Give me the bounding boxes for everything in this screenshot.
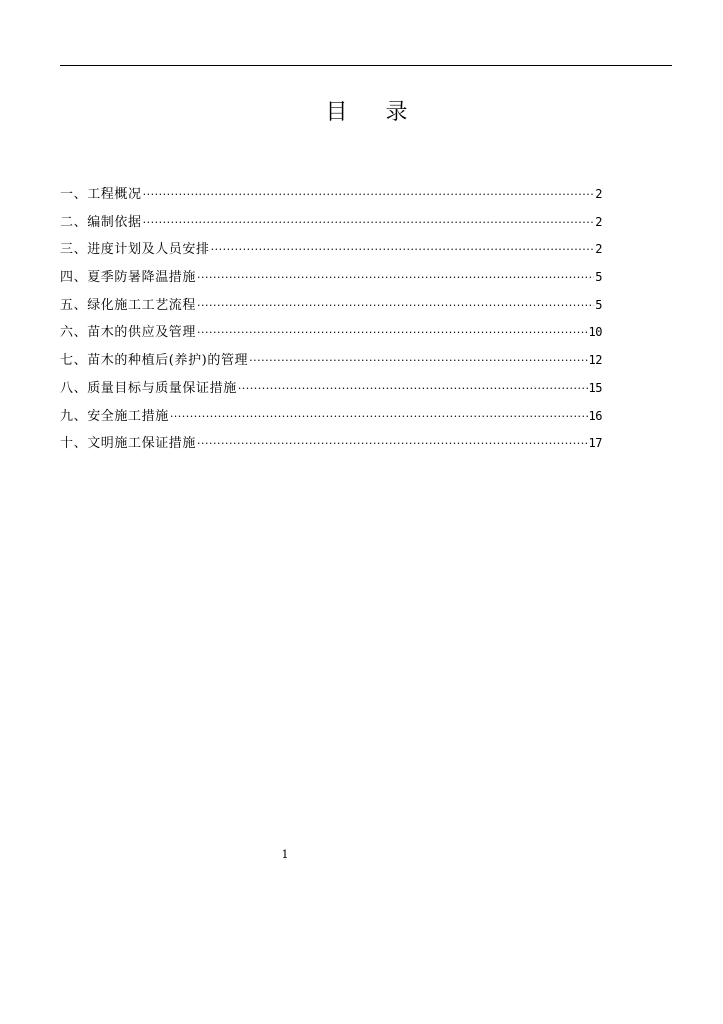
- toc-dot-leader: [170, 407, 588, 427]
- toc-dot-leader: [211, 240, 595, 260]
- page-title: [0, 99, 723, 127]
- toc-entry-page: 5: [595, 270, 602, 285]
- toc-entry[interactable]: [60, 322, 602, 350]
- toc-dot-leader: [197, 434, 588, 454]
- toc-entry-label: 一、工程概况: [60, 187, 142, 202]
- toc-entry-page: 2: [595, 242, 602, 257]
- page-number: 1: [281, 848, 289, 861]
- title-char-2: 录: [385, 100, 408, 125]
- toc-entry-label: 二、编制依据: [60, 214, 142, 230]
- toc-entry[interactable]: [60, 378, 602, 406]
- table-of-contents: [60, 184, 602, 461]
- title-char-1: 目: [325, 100, 348, 125]
- toc-entry-label: 八、质量目标与质量保证措施: [60, 380, 237, 396]
- toc-entry[interactable]: [60, 212, 602, 240]
- toc-dot-leader: [143, 185, 595, 205]
- toc-entry-label: 四、夏季防暑降温措施: [60, 270, 197, 286]
- toc-entry-label: 五、绿化施工工艺流程: [60, 297, 197, 313]
- header-rule: [60, 65, 672, 66]
- toc-entry-page: 10: [588, 325, 602, 340]
- toc-entry-page: 16: [588, 408, 602, 423]
- toc-entry-label: 六、苗木的供应及管理: [60, 325, 197, 341]
- toc-entry-label: 九、安全施工措施: [60, 408, 169, 424]
- title-wrap: [325, 99, 407, 127]
- toc-entry-page: 5: [595, 297, 602, 312]
- toc-entry[interactable]: [60, 433, 602, 461]
- toc-entry[interactable]: [60, 239, 602, 267]
- toc-dot-leader: [197, 268, 594, 288]
- toc-dot-leader: [197, 323, 588, 343]
- toc-dot-leader: [197, 296, 594, 316]
- toc-entry[interactable]: [60, 406, 602, 434]
- toc-entry[interactable]: [60, 295, 602, 323]
- toc-entry-page: 15: [588, 380, 602, 395]
- toc-entry-label: 十、文明施工保证措施: [60, 436, 197, 452]
- toc-entry[interactable]: [60, 267, 602, 295]
- toc-entry[interactable]: [60, 350, 602, 378]
- toc-entry-page: 2: [595, 187, 602, 201]
- toc-dot-leader: [238, 379, 588, 399]
- toc-entry-page: 12: [588, 353, 602, 368]
- toc-entry-page: 17: [588, 436, 602, 451]
- toc-entry-label: 七、苗木的种植后(养护)的管理: [60, 353, 249, 369]
- toc-entry-label: 三、进度计划及人员安排: [60, 242, 210, 258]
- toc-dot-leader: [249, 351, 587, 371]
- toc-entry-page: 2: [595, 214, 602, 229]
- toc-dot-leader: [143, 213, 595, 233]
- toc-entry[interactable]: [60, 184, 602, 212]
